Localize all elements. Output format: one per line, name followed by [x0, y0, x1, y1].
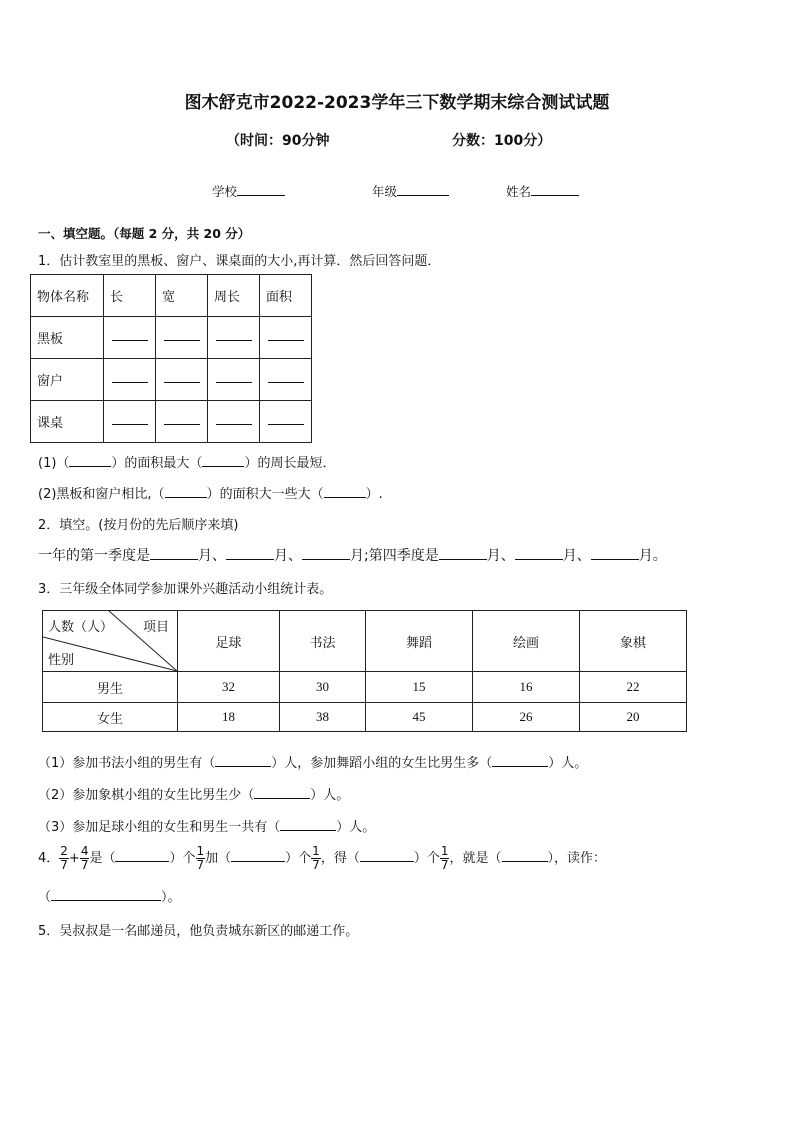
row-label: 男生	[43, 672, 178, 703]
fraction	[196, 845, 206, 872]
name-label: 姓名	[506, 184, 532, 199]
q1-part1	[38, 452, 335, 471]
answer-blank[interactable]	[156, 401, 208, 443]
table-cell: 18	[178, 703, 280, 732]
table-header-row	[31, 275, 312, 317]
table-row	[31, 317, 312, 359]
table-cell: 32	[178, 672, 280, 703]
text: （	[38, 890, 52, 905]
grade-label: 年级	[372, 184, 398, 199]
text: 月。	[638, 548, 667, 564]
text: ）的面积最大（	[111, 456, 203, 471]
answer-blank[interactable]	[104, 359, 156, 401]
table-cell: 22	[580, 672, 687, 703]
table-header-row	[43, 611, 687, 672]
text: ）人。	[548, 756, 588, 771]
section-heading: 一、填空题。（每题 2 分，共 20 分）	[38, 226, 251, 241]
text: ）人，参加舞蹈小组的女生比男生多（	[271, 756, 493, 771]
answer-blank[interactable]	[226, 547, 274, 560]
score-label: 分数：100分）	[452, 133, 552, 149]
answer-blank[interactable]	[360, 851, 414, 862]
answer-blank[interactable]	[502, 851, 548, 862]
header-cell: 物体名称	[31, 275, 104, 317]
text: （2）参加象棋小组的女生比男生少（	[38, 788, 255, 803]
answer-blank[interactable]	[439, 547, 487, 560]
numerator: 2	[60, 844, 68, 858]
q4-read-line	[38, 886, 181, 905]
time-label: （时间：90分钟	[226, 133, 330, 149]
answer-blank[interactable]	[150, 547, 198, 560]
text: ）个	[169, 851, 196, 866]
numerator: 1	[440, 844, 449, 858]
name-field	[506, 182, 579, 200]
answer-blank[interactable]	[202, 456, 244, 467]
answer-blank[interactable]	[156, 359, 208, 401]
q3-sub1	[38, 752, 587, 771]
text: 加（	[205, 851, 232, 866]
text: ，得（	[320, 851, 360, 866]
text: ，就是（	[449, 851, 502, 866]
text: ）个	[413, 851, 440, 866]
header-cell: 长	[104, 275, 156, 317]
corner-gender-label: 性别	[48, 653, 75, 668]
q1-table	[30, 274, 312, 443]
table-cell: 45	[366, 703, 473, 732]
corner-item-label: 项目	[143, 620, 170, 635]
denominator: 7	[60, 858, 68, 872]
denominator: 7	[312, 858, 320, 872]
answer-blank[interactable]	[254, 788, 310, 799]
text: (2)黑板和窗户相比,（	[38, 487, 165, 502]
text: 是（	[89, 851, 116, 866]
answer-blank[interactable]	[208, 317, 260, 359]
q3-sub3	[38, 816, 375, 835]
column-header: 书法	[280, 611, 366, 672]
text: 一年的第一季度是	[38, 548, 150, 564]
answer-blank[interactable]	[591, 547, 639, 560]
numerator: 4	[80, 844, 89, 858]
fraction	[59, 845, 69, 872]
table-row	[43, 672, 687, 703]
text: ）.	[365, 487, 383, 502]
answer-blank[interactable]	[260, 359, 312, 401]
plus-sign: +	[68, 851, 80, 866]
text: ）个	[285, 851, 312, 866]
row-label: 黑板	[31, 317, 104, 359]
q5-stem: 5．吴叔叔是一名邮递员，他负责城东新区的邮递工作。	[38, 924, 359, 939]
answer-blank[interactable]	[115, 851, 169, 862]
text: (1)（	[38, 456, 70, 471]
answer-blank[interactable]	[208, 401, 260, 443]
table-cell: 16	[473, 672, 580, 703]
column-header: 象棋	[580, 611, 687, 672]
table-cell: 15	[366, 672, 473, 703]
q3-sub2	[38, 784, 349, 803]
answer-blank[interactable]	[215, 756, 271, 767]
corner-people-label: 人数（人）	[48, 620, 114, 635]
table-row	[31, 401, 312, 443]
text: ）的周长最短．	[244, 456, 336, 471]
denominator: 7	[196, 858, 205, 872]
row-label: 女生	[43, 703, 178, 732]
table-cell: 38	[280, 703, 366, 732]
answer-blank[interactable]	[156, 317, 208, 359]
text: ），读作：	[547, 851, 607, 866]
q3-table	[42, 610, 687, 732]
school-input[interactable]	[237, 183, 285, 196]
grade-input[interactable]	[397, 183, 449, 196]
answer-blank[interactable]	[208, 359, 260, 401]
q3-stem: 3．三年级全体同学参加课外兴趣活动小组统计表。	[38, 582, 333, 597]
table-row	[43, 703, 687, 732]
text: （3）参加足球小组的女生和男生一共有（	[38, 820, 281, 835]
answer-blank[interactable]	[324, 487, 366, 498]
column-header: 绘画	[473, 611, 580, 672]
text: 第四季度是	[368, 548, 439, 564]
q1-stem: 1．估计教室里的黑板、窗户、课桌面的大小,再计算．然后回答问题．	[38, 254, 441, 269]
text: 月、	[486, 548, 515, 564]
text: ）人。	[336, 820, 376, 835]
fraction	[311, 845, 321, 872]
q2-stem: 2．填空。(按月份的先后顺序来填)	[38, 518, 239, 533]
page-title: 图木舒克市2022-2023学年三下数学期末综合测试试题	[184, 93, 610, 113]
text: （1）参加书法小组的男生有（	[38, 756, 216, 771]
answer-blank[interactable]	[104, 317, 156, 359]
answer-blank[interactable]	[165, 487, 207, 498]
denominator: 7	[440, 858, 449, 872]
text: 4．	[38, 851, 60, 866]
table-cell: 20	[580, 703, 687, 732]
answer-blank[interactable]	[51, 890, 161, 901]
q4-line	[38, 842, 606, 876]
grade-field	[372, 182, 449, 200]
q2-line	[38, 545, 667, 565]
answer-blank[interactable]	[515, 547, 563, 560]
column-header: 舞蹈	[366, 611, 473, 672]
answer-blank[interactable]	[231, 851, 285, 862]
header-cell: 宽	[156, 275, 208, 317]
table-row	[31, 359, 312, 401]
diagonal-header-cell	[43, 611, 178, 672]
text: ）。	[161, 890, 181, 905]
answer-blank[interactable]	[69, 456, 111, 467]
row-label: 课桌	[31, 401, 104, 443]
text: ）的面积大一些大（	[206, 487, 324, 502]
school-label: 学校	[212, 184, 238, 199]
table-cell: 26	[473, 703, 580, 732]
q1-part2	[38, 483, 383, 502]
answer-blank[interactable]	[492, 756, 548, 767]
name-input[interactable]	[531, 183, 579, 196]
row-label: 窗户	[31, 359, 104, 401]
answer-blank[interactable]	[104, 401, 156, 443]
header-cell: 周长	[208, 275, 260, 317]
school-field	[212, 182, 285, 200]
column-header: 足球	[178, 611, 280, 672]
header-cell: 面积	[260, 275, 312, 317]
answer-blank[interactable]	[280, 820, 336, 831]
text: 月、	[198, 548, 226, 564]
text: 月;	[350, 548, 369, 564]
text: 月、	[562, 548, 591, 564]
answer-blank[interactable]	[302, 547, 350, 560]
text: ）人。	[310, 788, 350, 803]
denominator: 7	[80, 858, 89, 872]
answer-blank[interactable]	[260, 317, 312, 359]
text: 月、	[274, 548, 302, 564]
answer-blank[interactable]	[260, 401, 312, 443]
numerator: 1	[312, 844, 320, 858]
numerator: 1	[196, 844, 205, 858]
table-cell: 30	[280, 672, 366, 703]
